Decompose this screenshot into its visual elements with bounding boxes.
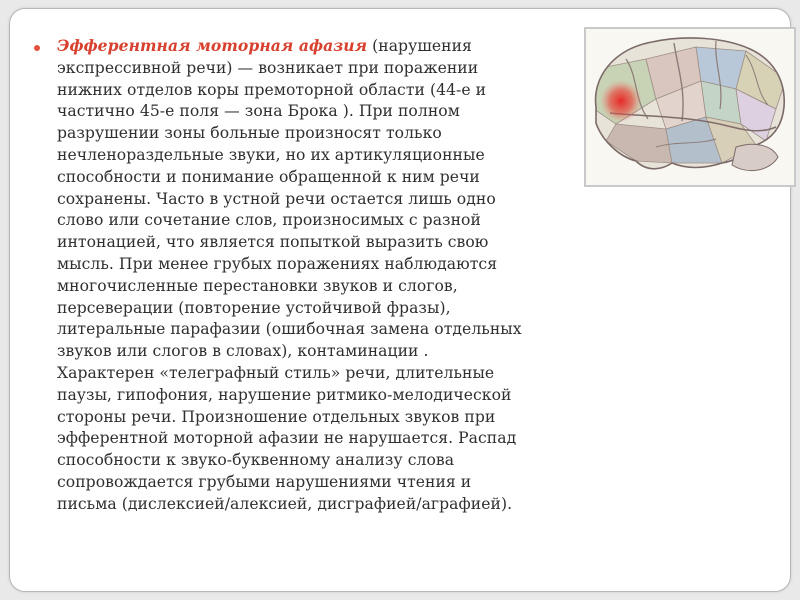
paragraph-line: мысль. При менее грубых поражениях наблюдаются bbox=[57, 254, 498, 273]
paragraph-line: частично 45-е поля — зона Брока ). При полном bbox=[57, 102, 460, 121]
bullet-dot bbox=[34, 45, 40, 51]
paragraph-line: персеверации (повторение устойчивой фразы), bbox=[57, 298, 451, 317]
paragraph-line: слово или сочетание слов, произносимых с разной bbox=[57, 211, 481, 230]
paragraph-line: многочисленные перестановки звуков и слогов, bbox=[57, 276, 458, 295]
paragraph-line: нижних отделов коры премоторной области (44-е и bbox=[57, 80, 487, 99]
brain-map-icon bbox=[586, 29, 794, 185]
paragraph-line: сопровождается грубыми нарушениями чтения и bbox=[57, 472, 472, 491]
paragraph-line: способности и понимание обращенной к ним речи bbox=[57, 167, 480, 186]
paragraph-line: Характерен «телеграфный стиль» речи, длительные bbox=[57, 363, 495, 382]
paragraph-line: способности к звуко-буквенному анализу слова bbox=[57, 451, 455, 470]
paragraph-line: нечленораздельные звуки, но их артикуляционные bbox=[57, 145, 485, 164]
paragraph-line: эфферентной моторной афазии не нарушается. Распад bbox=[57, 429, 517, 448]
slide-title: Эфферентная моторная афазия bbox=[57, 36, 368, 55]
brain-map-image bbox=[584, 27, 796, 187]
paragraph-line: звуков или слогов в словах), контаминации . bbox=[57, 342, 429, 361]
paragraph-line: интонацией, что является попыткой выразить свою bbox=[57, 233, 489, 252]
paragraph-line: литеральные парафазии (ошибочная замена отдельных bbox=[57, 320, 522, 339]
paragraph-line: разрушении зоны больные произносят только bbox=[57, 124, 442, 143]
paragraph-line: стороны речи. Произношение отдельных звуков при bbox=[57, 407, 496, 426]
paragraph-line: письма (дислексией/алексией, дисграфией/аграфией). bbox=[57, 494, 513, 513]
paragraph-line: сохранены. Часто в устной речи остается лишь одно bbox=[57, 189, 496, 208]
paragraph-line: паузы, гипофония, нарушение ритмико-мелодической bbox=[57, 385, 512, 404]
paragraph-line: экспрессивной речи) — возникает при поражении bbox=[57, 58, 479, 77]
body-paragraph bbox=[57, 35, 594, 516]
paragraph-line: Эфферентная моторная афазия (нарушения bbox=[57, 36, 472, 55]
slide bbox=[9, 8, 791, 592]
